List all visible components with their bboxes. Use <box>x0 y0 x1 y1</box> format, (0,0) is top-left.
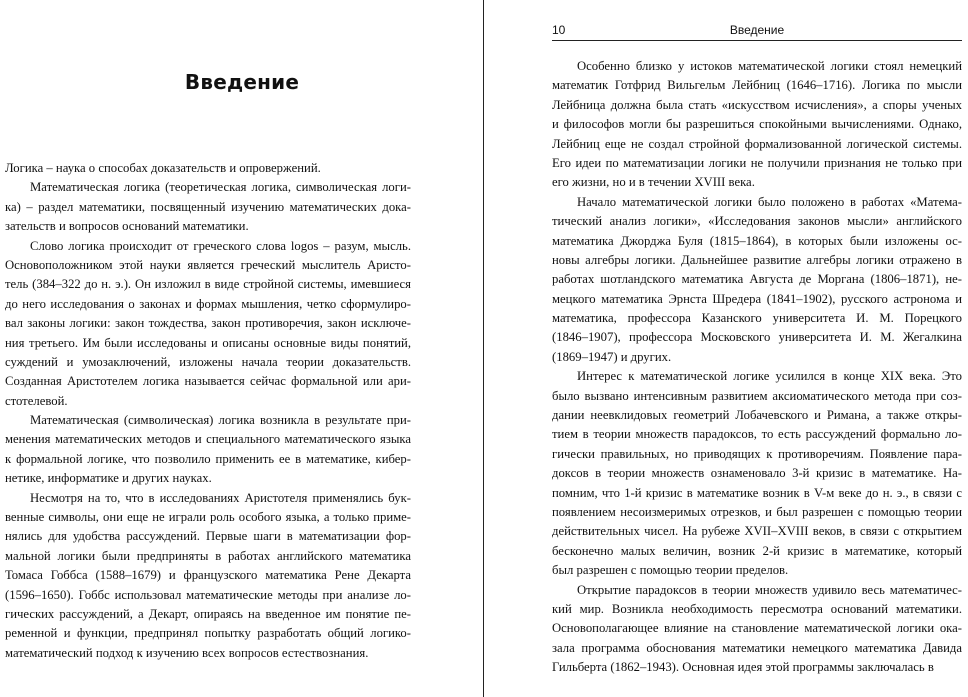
text-line: появлением несоизмеримых отрезков, и был разрешен с помощью теории <box>552 504 962 519</box>
right-page <box>484 0 968 697</box>
text-line: венные символы, они еще не играли роль особого языка, а только приме- <box>5 510 411 525</box>
text-line: Интерес к математической логике усилился в конце XIX века. Это <box>577 369 962 384</box>
text-line: дании неевклидовых геометрий Лобачевского и Римана, а также откры- <box>552 408 962 423</box>
text-line: Несмотря на то, что в исследованиях Аристотеля применялись бук- <box>30 490 411 505</box>
paragraph <box>552 581 962 678</box>
text-line: Лейбница должна была стать «искусством исчисления», а споры ученых <box>552 97 962 112</box>
paragraph <box>5 411 411 489</box>
text-line: мецкого математика Эрнста Шредера (1841–1902), русского астронома и <box>552 291 962 306</box>
text-line: математик Готфрид Вильгельм Лейбниц (1646–1716). Логика по мысли <box>552 78 962 93</box>
text-line: мальной логики были предприняты в работах английского математика <box>5 548 411 563</box>
text-line: Его идеи по математизации логики не получили признания не только при <box>552 155 962 170</box>
text-line: тель (384–322 до н. э.). Он изложил в виде стройной системы, имевшиеся <box>5 277 411 292</box>
text-line: Логика – наука о способах доказательств и опровержений. <box>5 161 321 175</box>
text-line: Созданная Аристотелем логика называется сейчас формальной или ари- <box>5 374 411 389</box>
text-line: суждений и умозаключений, изложены начала теории доказательств. <box>5 354 411 369</box>
paragraph <box>5 489 411 664</box>
text-line: ка) – раздел математики, посвященный изучению математических дока- <box>5 199 411 214</box>
text-line: зательств и вопросов оснований математики. <box>5 219 249 234</box>
text-line: работах шотландского математика Августа де Моргана (1806–1871), не- <box>552 272 962 287</box>
text-line: нетике, информатике и других науках. <box>5 471 212 486</box>
text-line: зала программа обоснования математики немецкого математика Давида <box>552 640 962 655</box>
text-line: его жизни, но и в течении XVIII века. <box>552 175 755 190</box>
text-line: до него исследования о законах и формах мышления, четко сформулиро- <box>5 296 411 311</box>
text-line: Математическая логика (теоретическая логика, символическая логи- <box>30 180 411 195</box>
text-line: (1846–1907), профессора Московского университета И. М. Жегалкина <box>552 330 962 345</box>
text-line: гических рассуждений, а Декарт, опираясь на введенное им понятие пе- <box>5 606 411 621</box>
text-line: действительных чисел. На рубеже XVII–XVIII веков, в связи с открытием <box>552 524 962 539</box>
page-number: 10 <box>552 23 566 37</box>
text-line: ния третьего. Им были исследованы и описаны основные виды понятий, <box>5 335 411 350</box>
text-line: менения математических методов и специального математического языка <box>5 432 411 447</box>
text-line: Начало математической логики было положено в работах «Матема- <box>577 194 962 209</box>
text-line: Гильберта (1862–1943). Основная идея этой программы заключалась в <box>552 660 934 675</box>
text-line: было вызвано интенсивным развитием аксиоматического метода при соз- <box>552 388 962 403</box>
text-line: математика Джорджа Буля (1815–1864), в которых были изложены ос- <box>552 233 962 248</box>
text-line: вал законы логики: закон тождества, закон противоречия, закон исключе- <box>5 316 411 331</box>
text-line: кий мир. Возникла необходимость пересмотра оснований математики. <box>552 601 962 616</box>
text-line: тием в теории множеств парадоксов, то есть рассуждений формально ло- <box>552 427 962 442</box>
text-line: доксов в теории множеств ознаменовало 3-й кризис в математике. На- <box>552 466 962 481</box>
paragraph <box>5 178 411 236</box>
running-header-title: Введение <box>729 23 785 37</box>
left-page-body <box>5 159 411 663</box>
text-line: помним, что 1-й кризис в математике возник в V-м веке до н. э., в связи с <box>552 485 962 500</box>
text-line: (1869–1947) и других. <box>552 349 672 364</box>
text-line: Математическая (символическая) логика возникла в результате при- <box>30 413 411 428</box>
text-line: Слово логика происходит от греческого слова logos – разум, мысль. <box>30 238 411 253</box>
chapter-title: Введение <box>184 70 300 94</box>
text-line: Особенно близко у истоков математической логики стоял немецкий <box>577 59 962 73</box>
running-header <box>552 22 962 41</box>
text-line: новы алгебры логики. Дальнейшее развитие алгебры логики отражено в <box>552 252 962 267</box>
paragraph <box>552 193 962 368</box>
text-line: тический анализ логики», «Исследования законов мысли» английского <box>552 214 962 229</box>
text-line: и философов могли бы разрешиться спокойными вычислениями. Однако, <box>552 117 962 132</box>
text-line: к формальной логике, что позволило применить ее в математике, кибер- <box>5 451 411 466</box>
paragraph <box>552 57 962 193</box>
paragraph <box>5 237 411 412</box>
text-line: Основополагающее влияние на становление математической логики ока- <box>552 621 962 636</box>
right-page-body <box>552 57 962 678</box>
text-line: Основоположником этой науки является греческий мыслитель Аристо- <box>5 257 411 272</box>
text-line: гически правильных, но приводящих к противоречиям. Появление пара- <box>552 446 962 461</box>
text-line: бесконечно малых величин, возник 2-й кризис в математике, который <box>552 543 962 558</box>
text-line: математический подход к изучению всех вопросов естествознания. <box>5 645 369 660</box>
text-line: Открытие парадоксов в теории множеств удивило весь математичес- <box>577 582 962 597</box>
text-line: ременной и функции, предпринял попытку разработать общий логико- <box>5 626 411 641</box>
text-line: (1596–1650). Гоббс использовал математические методы при анализе ло- <box>5 587 411 602</box>
paragraph <box>552 367 962 580</box>
text-line: был разрешен с помощью теории пределов. <box>552 563 789 578</box>
text-line: Лейбниц еще не создал стройной формализованной логической системы. <box>552 136 962 151</box>
paragraph <box>5 159 411 178</box>
text-line: нялись для удобства рассуждений. Первые шаги в математизации фор- <box>5 529 411 544</box>
text-line: Томаса Гоббса (1588–1679) и французского математика Рене Декарта <box>5 568 411 583</box>
text-line: стотелевой. <box>5 393 68 408</box>
text-line: математика, профессора Казанского университета И. М. Порецкого <box>552 311 962 326</box>
